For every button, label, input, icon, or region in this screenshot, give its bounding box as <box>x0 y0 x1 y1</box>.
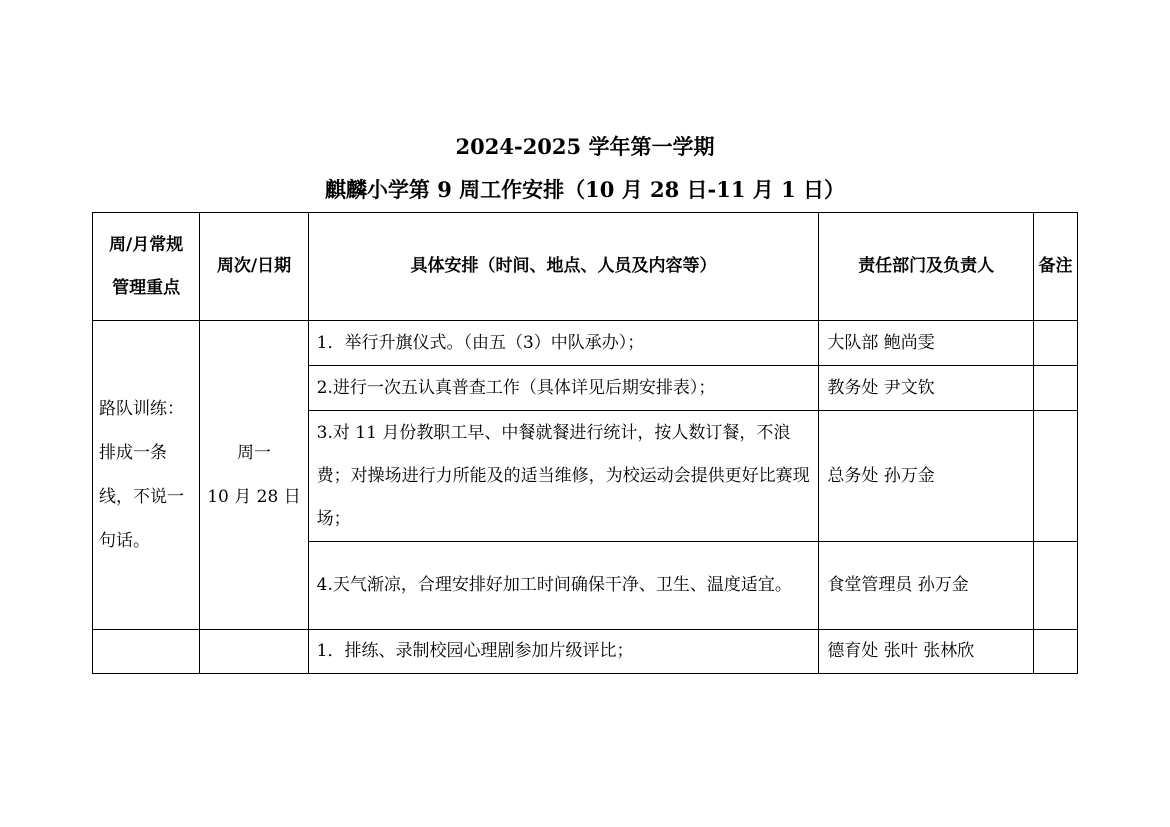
management-focus-cell: 路队训练：排成一条线，不说一句话。 <box>93 321 200 630</box>
schedule-table <box>92 212 1078 674</box>
remark-cell <box>1033 321 1077 366</box>
remark-cell <box>1033 366 1077 411</box>
table-row <box>93 630 1078 674</box>
task-detail: 4.天气渐凉，合理安排好加工时间确保干净、卫生、温度适宜。 <box>308 542 819 630</box>
task-detail: 2.进行一次五认真普查工作（具体详见后期安排表）； <box>308 366 819 411</box>
remark-cell <box>1033 411 1077 542</box>
responsible-dept: 教务处 尹文钦 <box>819 366 1034 411</box>
header-remark: 备注 <box>1033 213 1077 321</box>
table-row <box>93 321 1078 366</box>
day-date-cell <box>200 630 308 674</box>
management-focus-cell-empty <box>93 630 200 674</box>
remark-cell <box>1033 630 1077 674</box>
task-detail: 1．排练、录制校园心理剧参加片级评比； <box>308 630 819 674</box>
header-detail: 具体安排（时间、地点、人员及内容等） <box>308 213 819 321</box>
responsible-dept: 食堂管理员 孙万金 <box>819 542 1034 630</box>
responsible-dept: 总务处 孙万金 <box>819 411 1034 542</box>
task-detail: 3.对 11 月份教职工早、中餐就餐进行统计，按人数订餐，不浪费；对操场进行力所能及的适当维修，为校运动会提供更好比赛现场； <box>308 411 819 542</box>
weekday-label: 周一 <box>236 443 271 463</box>
remark-cell <box>1033 542 1077 630</box>
header-focus: 周/月常规管理重点 <box>93 213 200 321</box>
day-date-cell <box>200 321 308 630</box>
document-title: 2024-2025 学年第一学期 <box>455 134 715 159</box>
header-date: 周次/日期 <box>200 213 308 321</box>
date-label: 10 月 28 日 <box>207 487 301 507</box>
responsible-dept: 德育处 张叶 张林欣 <box>819 630 1034 674</box>
task-detail: 1．举行升旗仪式。（由五（3）中队承办）； <box>308 321 819 366</box>
header-dept: 责任部门及负责人 <box>819 213 1034 321</box>
document-subtitle: 麒麟小学第 9 周工作安排（10 月 28 日-11 月 1 日） <box>324 177 846 202</box>
table-header-row <box>93 213 1078 321</box>
responsible-dept: 大队部 鲍尚雯 <box>819 321 1034 366</box>
